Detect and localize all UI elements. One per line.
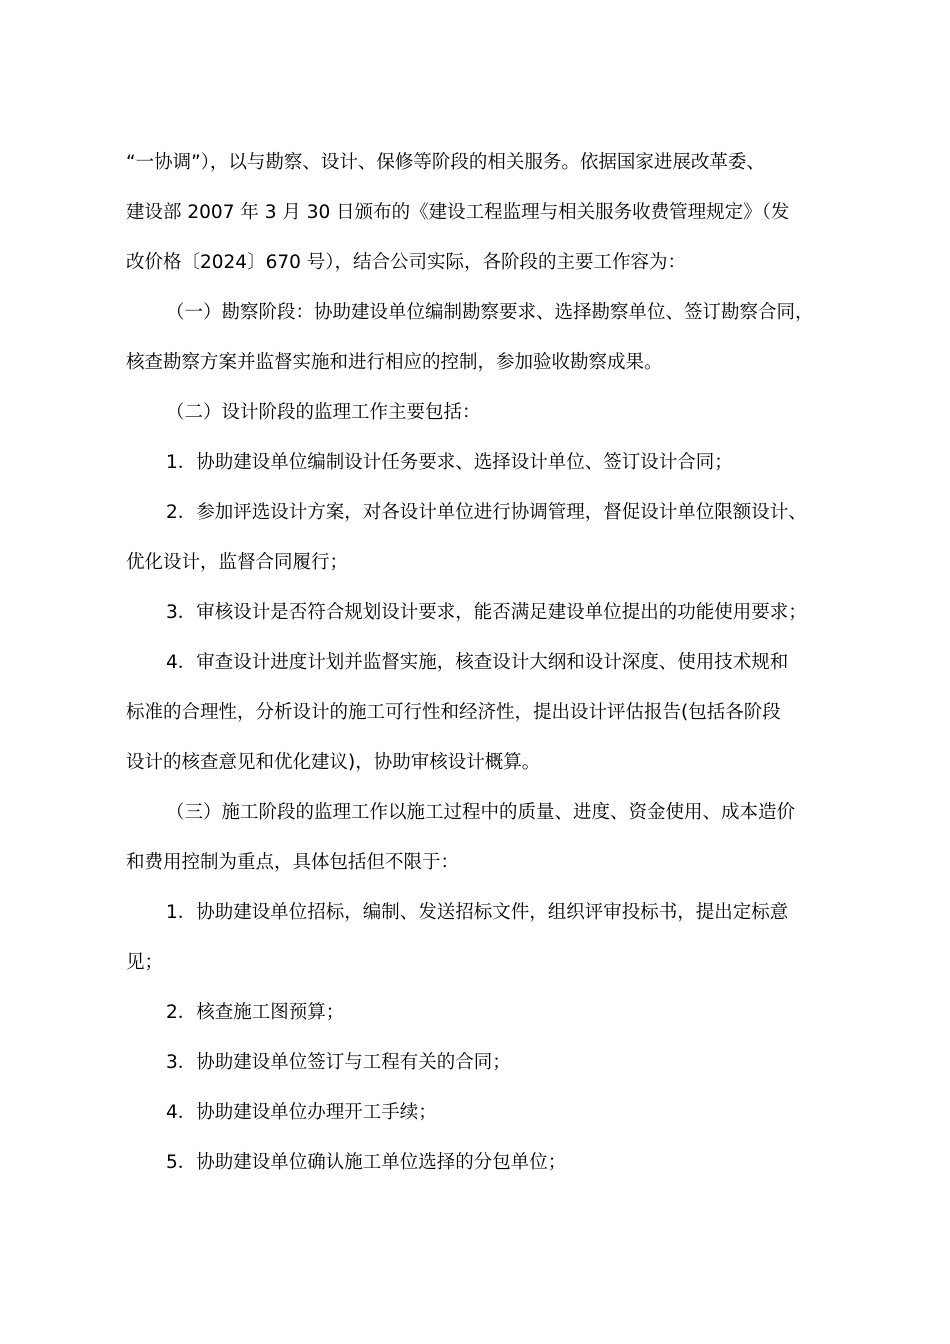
list-item: 5．协助建设单位确认施工单位选择的分包单位； xyxy=(166,1152,567,1173)
list-item: 1．协助建设单位编制设计任务要求、选择设计单位、签订设计合同； xyxy=(166,452,733,473)
document-body xyxy=(126,147,842,1197)
section-construction-line: （三）施工阶段的监理工作以施工过程中的质量、进度、资金使用、成本造价 xyxy=(166,802,796,823)
list-item: 1．协助建设单位招标，编制、发送招标文件，组织评审投标书，提出定标意 xyxy=(166,902,789,923)
list-item: 2．核查施工图预算； xyxy=(166,1002,345,1023)
section-design-heading: （二）设计阶段的监理工作主要包括： xyxy=(166,402,481,423)
paragraph-line: 建设部 2007 年 3 月 30 日颁布的《建设工程监理与相关服务收费管理规定》（发 xyxy=(126,202,790,223)
section-survey-line: （一）勘察阶段：协助建设单位编制勘察要求、选择勘察单位、签订勘察合同， xyxy=(166,302,814,323)
list-item: 2．参加评选设计方案，对各设计单位进行协调管理，督促设计单位限额设计、 xyxy=(166,502,807,523)
list-item-continuation: 见； xyxy=(126,952,164,973)
paragraph-line: 改价格〔2024〕670 号），结合公司实际，各阶段的主要工作容为： xyxy=(126,252,687,273)
list-item-continuation: 设计的核查意见和优化建议)，协助审核设计概算。 xyxy=(126,752,541,773)
list-item: 4．审查设计进度计划并监督实施，核查设计大纲和设计深度、使用技术规和 xyxy=(166,652,789,673)
list-item: 3．协助建设单位签订与工程有关的合同； xyxy=(166,1052,511,1073)
paragraph-line: “一协调”），以与勘察、设计、保修等阶段的相关服务。依据国家进展改革委、 xyxy=(126,152,765,173)
list-item: 4．协助建设单位办理开工手续； xyxy=(166,1102,437,1123)
paragraph-line: 核查勘察方案并监督实施和进行相应的控制，参加验收勘察成果。 xyxy=(126,352,663,373)
list-item-continuation: 标准的合理性，分析设计的施工可行性和经济性，提出设计评估报告(包括各阶段 xyxy=(126,702,781,723)
list-item: 3．审核设计是否符合规划设计要求，能否满足建设单位提出的功能使用要求； xyxy=(166,602,807,623)
paragraph-line: 和费用控制为重点，具体包括但不限于： xyxy=(126,852,460,873)
list-item-continuation: 优化设计，监督合同履行； xyxy=(126,552,349,573)
